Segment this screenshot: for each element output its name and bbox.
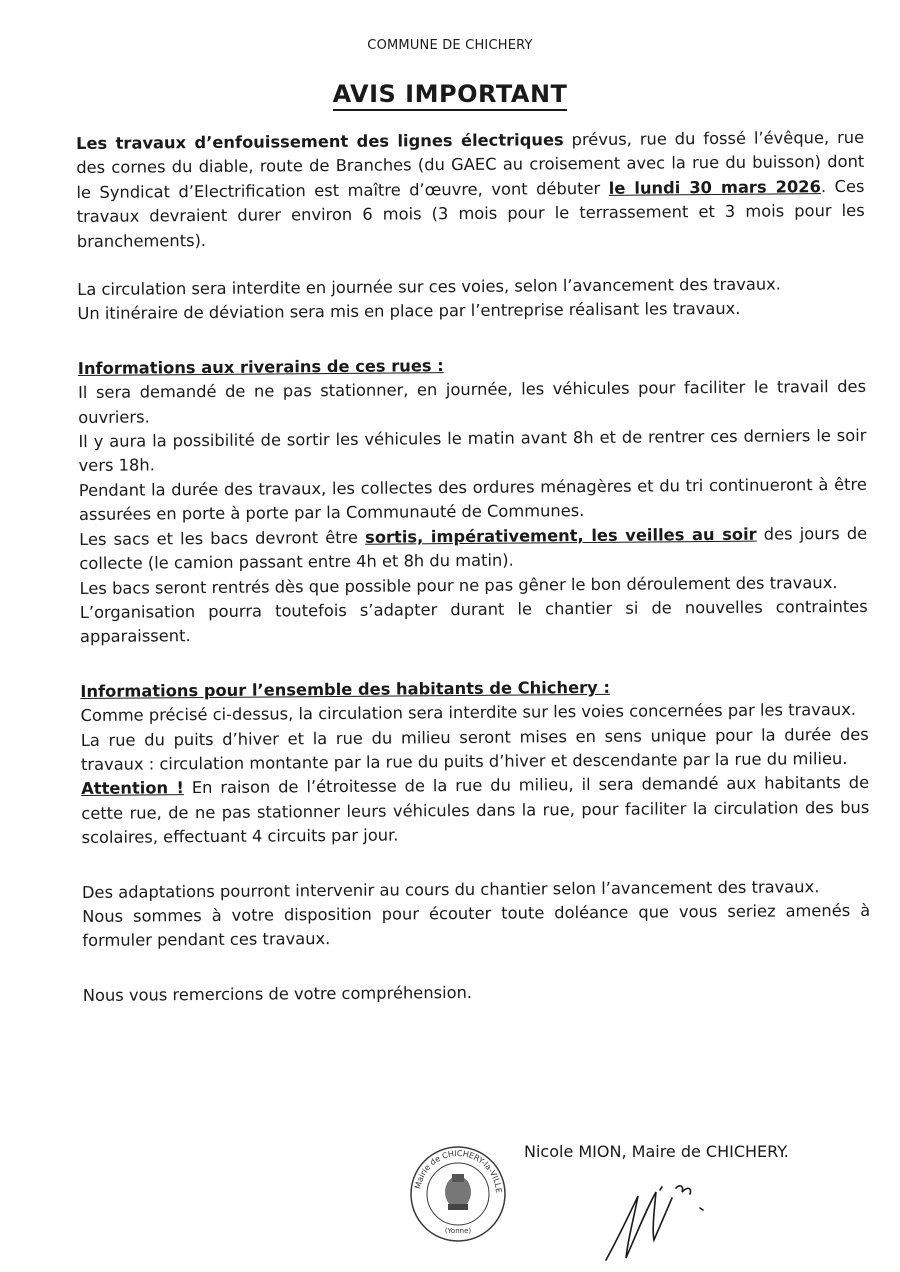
riverains-p4-b: des jours de collecte (le camion passant entre 4h et 8h du matin). (79, 523, 868, 574)
riverains-p4 (79, 521, 867, 576)
handwritten-signature-icon (588, 1168, 718, 1268)
closing-p1: Des adaptations pourront intervenir au cours du chantier selon l’avancement des travaux. (81, 876, 820, 902)
intro-paragraph (76, 126, 865, 254)
riverains-p4-a: Les sacs et les bacs devront être (79, 527, 366, 549)
seal-emblem-icon (445, 1174, 471, 1210)
closing-p2: Nous sommes à votre disposition pour écouter toute doléance que vous seriez amenés à formuler pendant ces travaux. (82, 900, 871, 951)
attention-label: Attention ! (81, 778, 184, 799)
habitants-p3 (81, 771, 870, 850)
commune-name: COMMUNE DE CHICHERY (367, 38, 533, 53)
page-title (0, 80, 900, 108)
riverains-p5: Les bacs seront rentrés dès que possible pour ne pas gêner le bon déroulement des travaux. (79, 572, 838, 598)
riverains-p6: L’organisation pourra toutefois s’adapter durant le chantier si de nouvelles contraintes apparaissent. (79, 596, 868, 647)
seal-text: Mairie de CHICHERY-la-VILLE (413, 1148, 504, 1194)
habitants-heading: Informations pour l’ensemble des habitants de Chichery : (80, 677, 610, 701)
habitants-p2: La rue du puits d’hiver et la rue du milieu seront mises en sens unique pour la durée des travaux : circulation montante par la rue du puits d’hiver et descendante par la rue du milieu. (80, 724, 869, 774)
mairie-seal-stamp (408, 1144, 508, 1244)
riverains-p1: Il sera demandé de ne pas stationner, en journée, les véhicules pour faciliter le travail des ouvriers. (77, 377, 867, 427)
circulation-line-1: La circulation sera interdite en journée sur ces voies, selon l’avancement des travaux. (77, 274, 782, 300)
habitants-p3-text: En raison de l’étroitesse de la rue du milieu, il sera demandé aux habitants de cette rue, de ne pas stationner leurs véhicules dans la rue, pour faciliter la circulation des bus scolaires, effectuant 4 circuits par jour. (81, 773, 870, 848)
riverains-p2: Il y aura la possibilité de sortir les véhicules le matin avant 8h et de rentrer ces derniers le soir vers 18h. (78, 425, 867, 476)
seal-subtext: (Yonne) (444, 1227, 472, 1235)
riverains-heading: Informations aux riverains de ces rues : (77, 355, 444, 378)
closing-thanks: Nous vous remercions de votre compréhension. (82, 982, 473, 1005)
intro-lead: Les travaux d’enfouissement des lignes électriques (76, 130, 564, 153)
signature-block (408, 1138, 888, 1268)
title-text: AVIS IMPORTANT (333, 80, 568, 111)
riverains-p4-emphasis: sortis, impérativement, les veilles au soir (365, 524, 757, 547)
intro-text-a: prévus, rue du fossé l’évêque, rue des cornes du diable, route de Branches (du GAEC au croisement avec la rue du buisson) dont le Syndicat d’Electrification est maître d’œuvre, vont débuter (76, 127, 865, 202)
notice-body (76, 126, 871, 1008)
circulation-line-2: Un itinéraire de déviation sera mis en place par l’entreprise réalisant les travaux. (77, 299, 741, 324)
signatory-name: Nicole MION, Maire de CHICHERY. (524, 1142, 789, 1161)
habitants-p1: Comme précisé ci-dessus, la circulation sera interdite sur les voies concernées par les travaux. (80, 700, 857, 726)
riverains-p3: Pendant la durée des travaux, les collectes des ordures ménagères et du tri continueront à être assurées en porte à porte par la Communauté de Communes. (78, 474, 867, 525)
start-date: le lundi 30 mars 2026 (608, 176, 821, 198)
intro-text-b: . Ces travaux devraient durer environ 6 mois (3 mois pour le terrassement et 3 mois pour les branchements). (76, 176, 865, 251)
